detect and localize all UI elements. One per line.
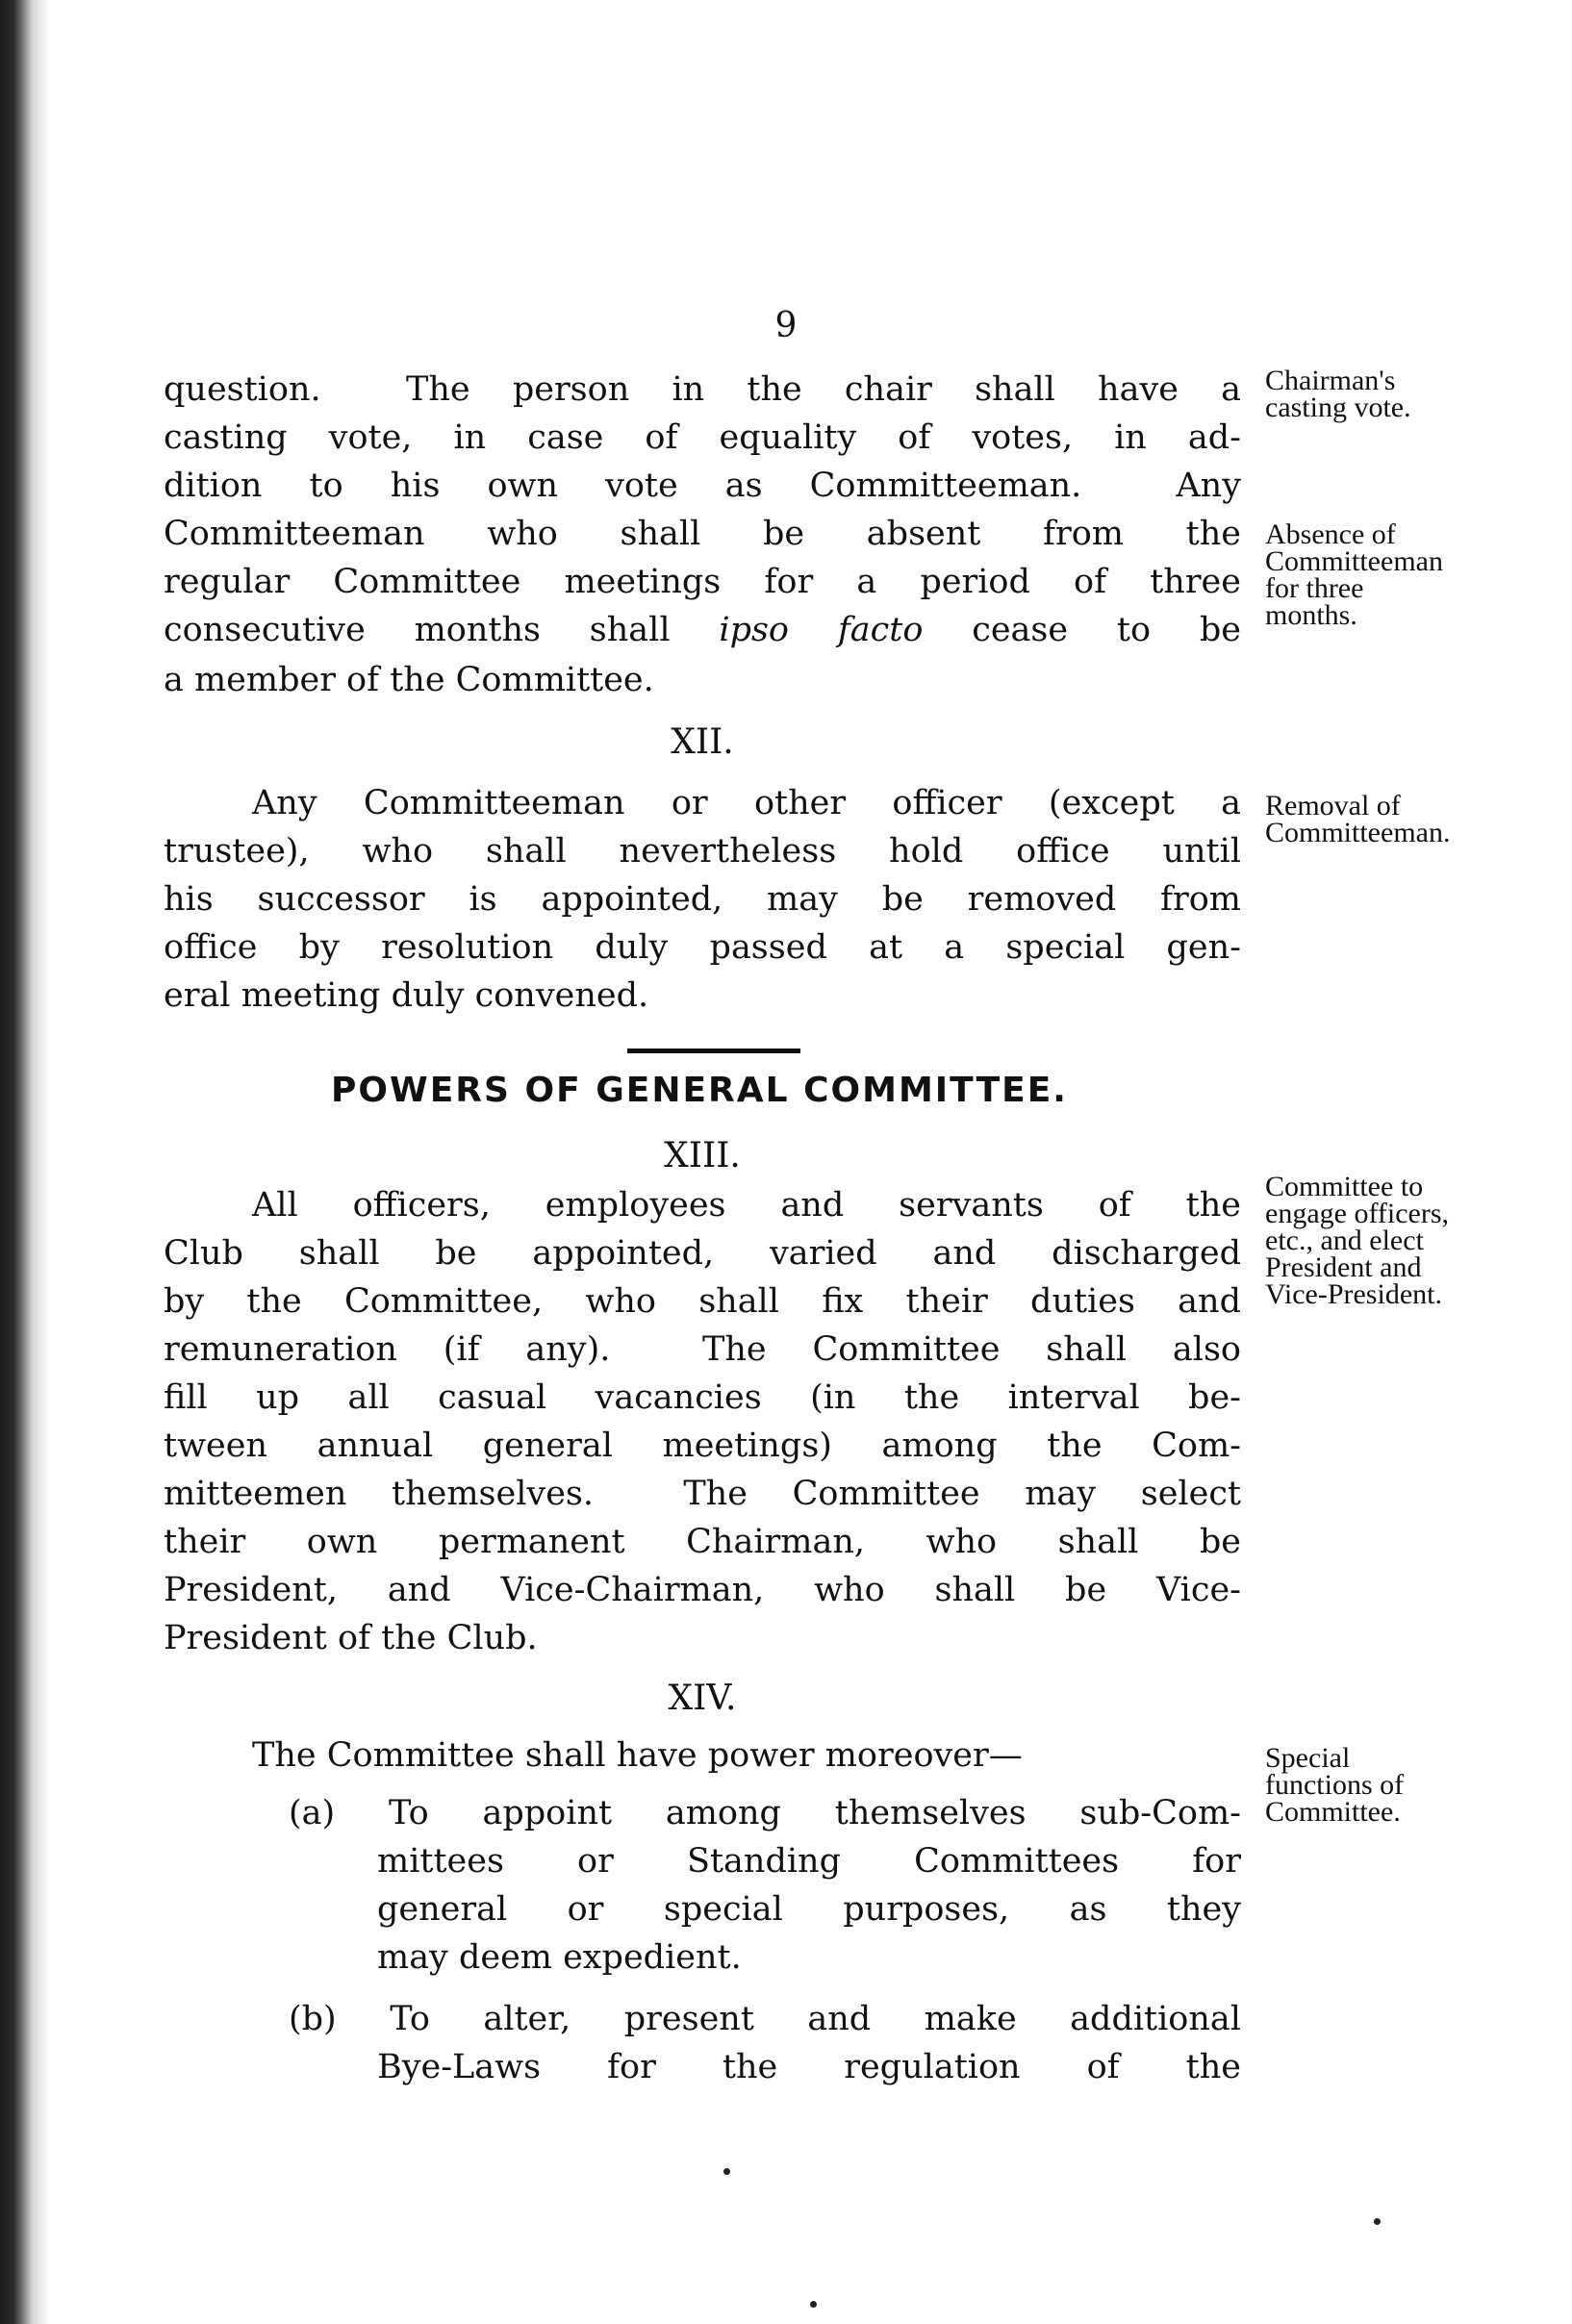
body-line: Committeeman who shall be absent from the <box>164 515 1241 553</box>
body-line: their own permanent Chairman, who shall be <box>164 1523 1241 1561</box>
body-text: cease to be <box>972 611 1241 649</box>
body-line: his successor is appointed, may be removed from <box>164 880 1241 919</box>
scan-speck <box>1374 2218 1381 2225</box>
page-number: 9 <box>774 306 798 345</box>
list-marker: (b) <box>289 2000 337 2038</box>
body-line: regular Committee meetings for a period of three <box>164 563 1241 601</box>
body-line: dition to his own vote as Committeeman. Any <box>164 467 1241 505</box>
body-line: casting vote, in case of equality of votes, in ad- <box>164 418 1241 457</box>
margin-note-line: etc., and elect <box>1265 1225 1424 1256</box>
margin-note-line: Committee. <box>1265 1796 1401 1828</box>
margin-note-chairmans-casting-vote <box>1265 367 1554 421</box>
body-line: All officers, employees and servants of the <box>252 1186 1241 1225</box>
body-line: by the Committee, who shall fix their duties and <box>164 1282 1241 1321</box>
margin-note-line: Chairman's <box>1265 365 1396 396</box>
margin-note-line: engage officers, <box>1265 1198 1450 1229</box>
body-line: Club shall be appointed, varied and discharged <box>164 1234 1241 1273</box>
body-line-with-italic <box>164 611 1241 649</box>
scan-speck <box>810 2301 817 2308</box>
body-line: general or special purposes, as they <box>377 1890 1241 1929</box>
body-line: President, and Vice-Chairman, who shall be Vice- <box>164 1571 1241 1609</box>
margin-note-line: months. <box>1265 599 1357 631</box>
section-numeral: XIV. <box>668 1679 737 1718</box>
body-line: office by resolution duly passed at a special gen- <box>164 928 1241 967</box>
body-line: The Committee shall have power moreover— <box>252 1736 1023 1775</box>
margin-note-line: Absence of <box>1265 518 1396 550</box>
margin-note-line: Vice-President. <box>1265 1278 1442 1310</box>
margin-note-line: Committee to <box>1265 1171 1424 1202</box>
italic-phrase: ipso facto <box>719 611 924 649</box>
body-line: remuneration (if any). The Committee shall also <box>164 1330 1241 1369</box>
body-line: Bye-Laws for the regulation of the <box>377 2048 1241 2086</box>
body-line: question. The person in the chair shall have a <box>164 370 1241 409</box>
list-item-a-line <box>289 1794 1241 1832</box>
body-line: tween annual general meetings) among the Com- <box>164 1427 1241 1465</box>
margin-note-special-functions <box>1265 1742 1554 1828</box>
section-numeral: XII. <box>671 722 734 762</box>
body-line: mitteemen themselves. The Committee may select <box>164 1475 1241 1513</box>
margin-note-line: Removal of <box>1265 790 1401 821</box>
margin-note-line: for three <box>1265 572 1364 604</box>
margin-note-removal <box>1265 790 1554 848</box>
list-marker: (a) <box>289 1794 336 1832</box>
margin-note-line: President and <box>1265 1251 1422 1283</box>
body-line: fill up all casual vacancies (in the interval be- <box>164 1378 1241 1417</box>
margin-note-line: Committeeman <box>1265 545 1443 577</box>
scan-speck <box>723 2168 730 2175</box>
body-line: mittees or Standing Committees for <box>377 1842 1241 1881</box>
list-item-text: To alter, present and make additional <box>390 2000 1241 2038</box>
body-line: trustee), who shall nevertheless hold office until <box>164 832 1241 871</box>
margin-note-absence <box>1265 518 1554 631</box>
body-line: a member of the Committee. <box>164 661 654 699</box>
body-text: consecutive months shall <box>164 611 671 649</box>
margin-note-line: casting vote. <box>1265 392 1411 423</box>
body-line: may deem expedient. <box>377 1938 742 1977</box>
margin-note-line: Committeeman. <box>1265 817 1451 848</box>
body-line: Any Committeeman or other officer (except a <box>252 784 1241 822</box>
body-line: President of the Club. <box>164 1619 538 1657</box>
section-numeral: XIII. <box>664 1136 741 1175</box>
section-heading: POWERS OF GENERAL COMMITTEE. <box>331 1071 1068 1110</box>
margin-note-line: Special <box>1265 1742 1351 1774</box>
section-divider <box>627 1048 800 1053</box>
list-item-text: To appoint among themselves sub-Com- <box>389 1794 1241 1832</box>
body-line: eral meeting duly convened. <box>164 976 649 1015</box>
list-item-b-line <box>289 2000 1241 2038</box>
margin-note-line: functions of <box>1265 1769 1405 1801</box>
margin-note-committee-to-engage <box>1265 1171 1554 1310</box>
